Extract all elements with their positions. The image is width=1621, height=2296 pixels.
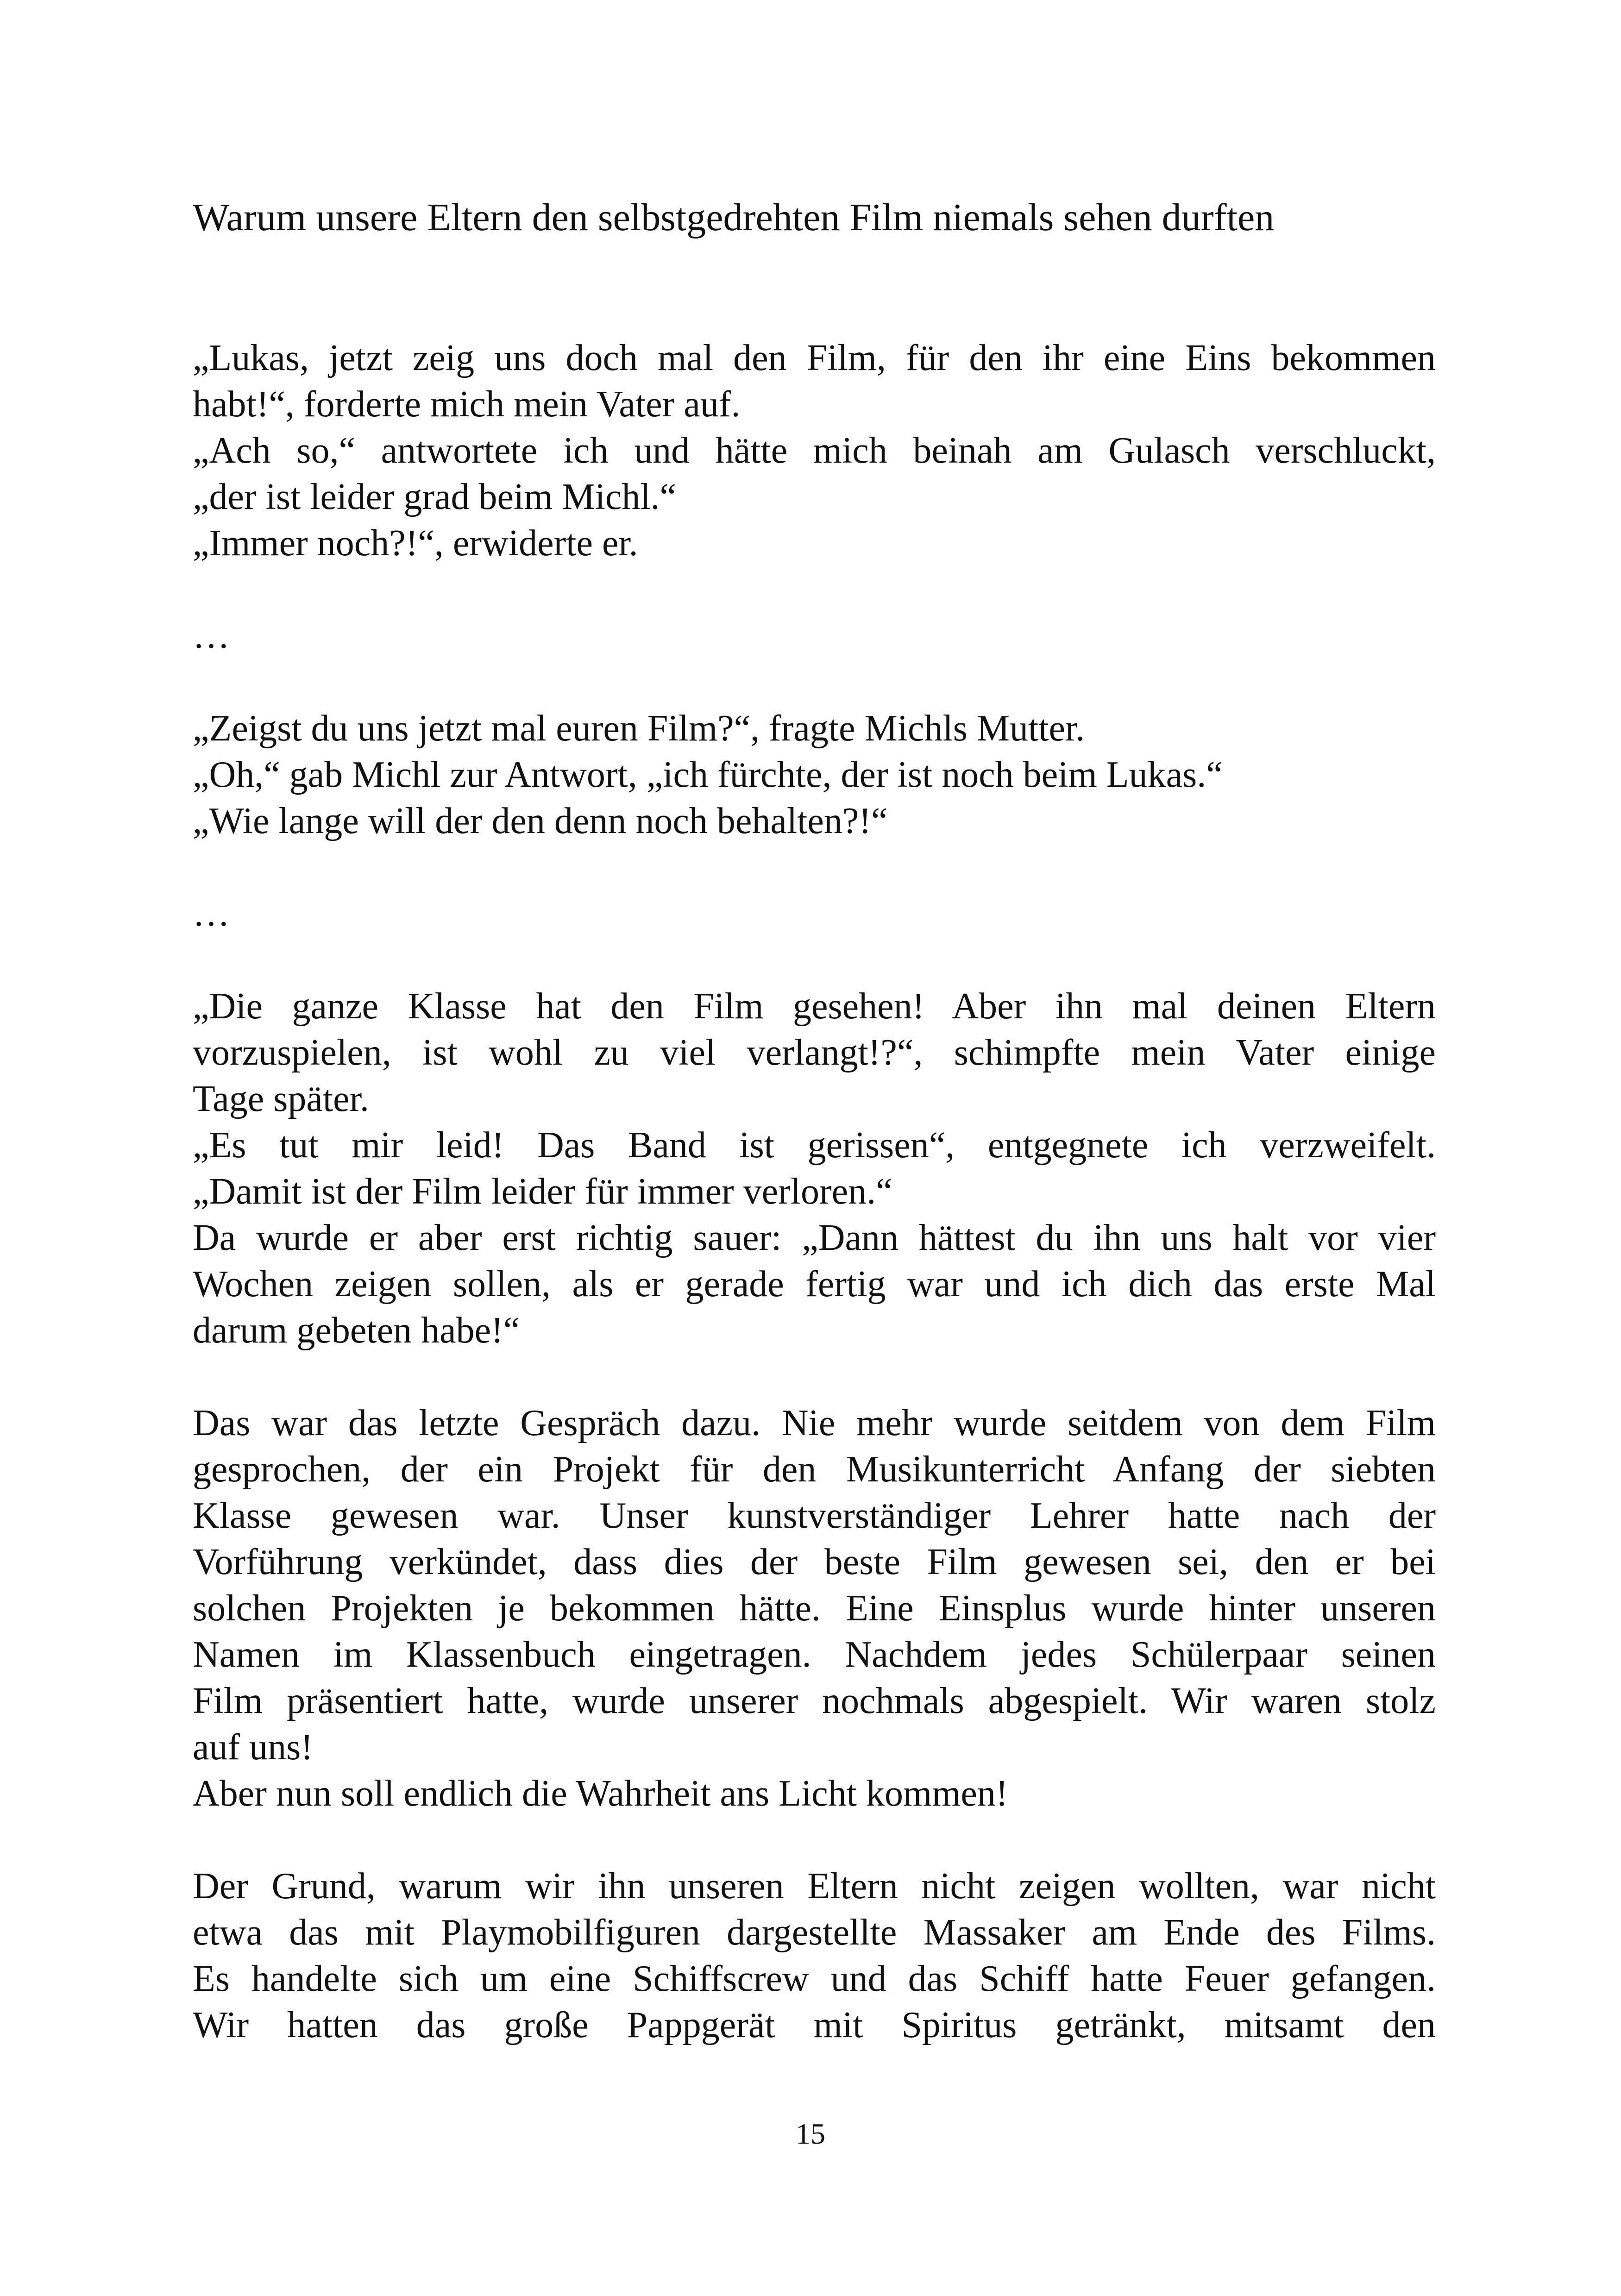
paragraph (193, 705, 1436, 844)
paragraph-gap (193, 1817, 1436, 1863)
text-line: „Ach so,“ antwortete ich und hätte mich beinah am Gulasch verschluckt, (193, 430, 1436, 471)
text-line: Wochen zeigen sollen, als er gerade fertig war und ich dich das erste Mal (193, 1264, 1436, 1305)
text-line: darum gebeten habe!“ (193, 1310, 520, 1351)
paragraph (193, 891, 1436, 937)
text-line: „Damit ist der Film leider für immer verloren.“ (193, 1171, 892, 1212)
text-line: Der Grund, warum wir ihn unseren Eltern nicht zeigen wollten, war nicht (193, 1866, 1436, 1907)
paragraph-gap (193, 659, 1436, 705)
paragraph (193, 613, 1436, 659)
paragraph (193, 335, 1436, 566)
text-line: Aber nun soll endlich die Wahrheit ans Licht kommen! (193, 1773, 1008, 1814)
page-number: 15 (796, 2117, 825, 2150)
text-line: „Oh,“ gab Michl zur Antwort, „ich fürchte, der ist noch beim Lukas.“ (193, 754, 1223, 795)
text-line: Film präsentiert hatte, wurde unserer nochmals abgespielt. Wir waren stolz (193, 1681, 1436, 1721)
paragraph (193, 983, 1436, 1354)
paragraph-gap (193, 566, 1436, 613)
text-line: Klasse gewesen war. Unser kunstverständiger Lehrer hatte nach der (193, 1495, 1436, 1536)
paragraph (193, 1400, 1436, 1817)
text-line: Tage später. (193, 1079, 369, 1119)
text-line: „Immer noch?!“, erwiderte er. (193, 523, 638, 564)
paragraph-gap (193, 937, 1436, 983)
page-title: Warum unsere Eltern den selbstgedrehten Film niemals sehen durften (193, 196, 1275, 239)
text-line: Vorführung verkündet, dass dies der beste Film gewesen sei, den er bei (193, 1542, 1436, 1582)
text-line: … (193, 893, 230, 934)
text-line: „Lukas, jetzt zeig uns doch mal den Film, für den ihr eine Eins bekommen (193, 338, 1436, 378)
text-line: „Zeigst du uns jetzt mal euren Film?“, fragte Michls Mutter. (193, 708, 1085, 749)
paragraph-gap (193, 844, 1436, 891)
paragraph-gap (193, 1354, 1436, 1400)
text-line: Es handelte sich um eine Schiffscrew und das Schiff hatte Feuer gefangen. (193, 1958, 1436, 1999)
text-line: gesprochen, der ein Projekt für den Musikunterricht Anfang der siebten (193, 1449, 1436, 1490)
text-line: „Es tut mir leid! Das Band ist gerissen“, entgegnete ich verzweifelt. (193, 1125, 1436, 1166)
text-line: solchen Projekten je bekommen hätte. Eine Einsplus wurde hinter unseren (193, 1588, 1436, 1629)
text-line: etwa das mit Playmobilfiguren dargestellte Massaker am Ende des Films. (193, 1912, 1436, 1953)
text-line: Namen im Klassenbuch eingetragen. Nachdem jedes Schülerpaar seinen (193, 1634, 1436, 1675)
text-line: „der ist leider grad beim Michl.“ (193, 477, 677, 517)
text-line: vorzuspielen, ist wohl zu viel verlangt!?“, schimpfte mein Vater einige (193, 1032, 1436, 1073)
text-line: auf uns! (193, 1727, 313, 1768)
text-line: habt!“, forderte mich mein Vater auf. (193, 384, 741, 425)
text-line: Das war das letzte Gespräch dazu. Nie mehr wurde seitdem von dem Film (193, 1403, 1436, 1443)
paragraph (193, 1863, 1436, 2048)
text-line: „Wie lange will der den denn noch behalten?!“ (193, 801, 888, 841)
text-line: Da wurde er aber erst richtig sauer: „Dann hättest du ihn uns halt vor vier (193, 1217, 1436, 1258)
text-line: … (193, 615, 230, 656)
document-body (193, 335, 1436, 2048)
text-line: „Die ganze Klasse hat den Film gesehen! Aber ihn mal deinen Eltern (193, 986, 1436, 1027)
text-line: Wir hatten das große Pappgerät mit Spiritus getränkt, mitsamt den (193, 2005, 1436, 2045)
